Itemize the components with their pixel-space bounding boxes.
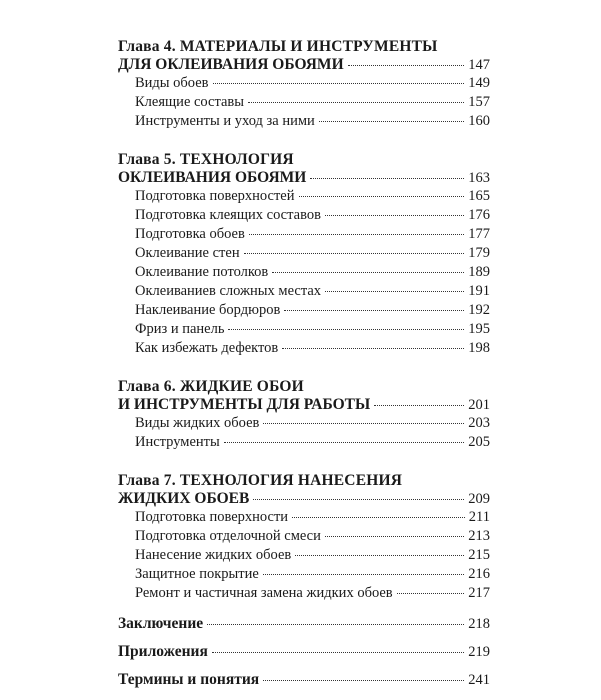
chapter-7 <box>118 472 490 603</box>
chapter-5 <box>118 151 490 358</box>
chapter-title-line2: ЖИДКИХ ОБОЕВ <box>118 490 250 507</box>
dot-leader <box>325 291 464 292</box>
entry-label: Фриз и панель <box>135 321 225 337</box>
toc-entry[interactable] <box>118 546 490 565</box>
chapter-title-row[interactable] <box>118 490 490 508</box>
dot-leader <box>263 574 464 575</box>
page-number: 157 <box>468 94 490 110</box>
dot-leader <box>244 253 465 254</box>
dot-leader <box>249 234 464 235</box>
page-number: 217 <box>468 585 490 601</box>
dot-leader <box>263 680 464 681</box>
entry-label: Виды жидких обоев <box>135 415 260 431</box>
entry-label: Подготовка поверхности <box>135 509 289 525</box>
page-number: 205 <box>468 434 490 450</box>
page-number: 201 <box>468 397 490 413</box>
toc-entry[interactable] <box>118 74 490 93</box>
dot-leader <box>224 442 465 443</box>
entry-label: Оклеивание потолков <box>135 264 269 280</box>
entry-label: Клеящие составы <box>135 94 245 110</box>
toc-entry[interactable] <box>118 414 490 433</box>
chapter-6 <box>118 378 490 452</box>
entry-label: Подготовка поверхностей <box>135 188 295 204</box>
dot-leader <box>292 517 465 518</box>
entry-label: Наклеивание бордюров <box>135 302 281 318</box>
page-number: 241 <box>468 672 490 688</box>
toc-entry[interactable] <box>118 206 490 225</box>
page-number: 147 <box>468 57 490 73</box>
chapter-title-row[interactable] <box>118 56 490 74</box>
dot-leader <box>253 499 464 500</box>
page-number: 177 <box>468 226 490 242</box>
dot-leader <box>295 555 464 556</box>
entry-label: Инструменты и уход за ними <box>135 113 315 129</box>
chapter-title-line2: ОКЛЕИВАНИЯ ОБОЯМИ <box>118 169 307 186</box>
page-number: 203 <box>468 415 490 431</box>
toc-entry[interactable] <box>118 301 490 320</box>
dot-leader <box>325 215 464 216</box>
chapter-title-line1: Глава 5. ТЕХНОЛОГИЯ <box>118 151 294 168</box>
page-number: 191 <box>468 283 490 299</box>
entry-label: Заключение <box>118 615 204 632</box>
dot-leader <box>248 102 464 103</box>
page-number: 149 <box>468 75 490 91</box>
dot-leader <box>299 196 465 197</box>
page-number: 209 <box>468 491 490 507</box>
entry-label: Ремонт и частичная замена жидких обоев <box>135 585 393 601</box>
chapter-title-line1: Глава 6. ЖИДКИЕ ОБОИ <box>118 378 304 395</box>
dot-leader <box>263 423 464 424</box>
dot-leader <box>397 593 465 594</box>
page-number: 192 <box>468 302 490 318</box>
dot-leader <box>374 405 464 406</box>
dot-leader <box>272 272 464 273</box>
entry-label: Подготовка обоев <box>135 226 245 242</box>
page-number: 160 <box>468 113 490 129</box>
page-number: 189 <box>468 264 490 280</box>
page-number: 165 <box>468 188 490 204</box>
dot-leader <box>282 348 464 349</box>
toc-entry[interactable] <box>118 244 490 263</box>
entry-label: Как избежать дефектов <box>135 340 279 356</box>
dot-leader <box>212 652 464 653</box>
dot-leader <box>207 624 464 625</box>
toc-entry-appendices[interactable] <box>118 643 490 661</box>
entry-label: Нанесение жидких обоев <box>135 547 292 563</box>
toc-entry-conclusion[interactable] <box>118 615 490 633</box>
entry-label: Инструменты <box>135 434 220 450</box>
chapter-title-line2: И ИНСТРУМЕНТЫ ДЛЯ РАБОТЫ <box>118 396 371 413</box>
entry-label: Подготовка клеящих составов <box>135 207 321 223</box>
toc-entry[interactable] <box>118 282 490 301</box>
page-number: 163 <box>468 170 490 186</box>
toc-entry[interactable] <box>118 433 490 452</box>
dot-leader <box>310 178 464 179</box>
toc-entry[interactable] <box>118 508 490 527</box>
page-number: 195 <box>468 321 490 337</box>
page-number: 216 <box>468 566 490 582</box>
toc-entry[interactable] <box>118 339 490 358</box>
chapter-title-row[interactable] <box>118 169 490 187</box>
dot-leader <box>284 310 464 311</box>
table-of-contents <box>118 38 490 699</box>
page-number: 213 <box>468 528 490 544</box>
page-number: 176 <box>468 207 490 223</box>
toc-entry[interactable] <box>118 565 490 584</box>
toc-entry[interactable] <box>118 93 490 112</box>
page-number: 211 <box>468 509 490 525</box>
entry-label: Виды обоев <box>135 75 209 91</box>
page-number: 179 <box>468 245 490 261</box>
toc-entry-glossary[interactable] <box>118 671 490 689</box>
page-number: 219 <box>468 644 490 660</box>
chapter-title-row[interactable] <box>118 396 490 414</box>
toc-entry[interactable] <box>118 527 490 546</box>
toc-entry[interactable] <box>118 187 490 206</box>
toc-entry[interactable] <box>118 263 490 282</box>
page-number: 198 <box>468 340 490 356</box>
chapter-4 <box>118 38 490 131</box>
dot-leader <box>319 121 464 122</box>
chapter-title-line1: Глава 4. МАТЕРИАЛЫ И ИНСТРУМЕНТЫ <box>118 38 438 55</box>
entry-label: Приложения <box>118 643 208 660</box>
chapter-title-line2: ДЛЯ ОКЛЕИВАНИЯ ОБОЯМИ <box>118 56 344 73</box>
entry-label: Защитное покрытие <box>135 566 259 582</box>
chapter-title-line1: Глава 7. ТЕХНОЛОГИЯ НАНЕСЕНИЯ <box>118 472 403 489</box>
dot-leader <box>213 83 465 84</box>
entry-label: Подготовка отделочной смеси <box>135 528 321 544</box>
dot-leader <box>348 65 465 66</box>
toc-entry[interactable] <box>118 584 490 603</box>
toc-entry[interactable] <box>118 320 490 339</box>
entry-label: Оклеивание стен <box>135 245 240 261</box>
toc-entry[interactable] <box>118 225 490 244</box>
page-number: 218 <box>468 616 490 632</box>
dot-leader <box>325 536 464 537</box>
page-number: 215 <box>468 547 490 563</box>
entry-label: Оклеиваниев сложных местах <box>135 283 322 299</box>
dot-leader <box>228 329 464 330</box>
toc-entry[interactable] <box>118 112 490 131</box>
entry-label: Термины и понятия <box>118 671 260 688</box>
